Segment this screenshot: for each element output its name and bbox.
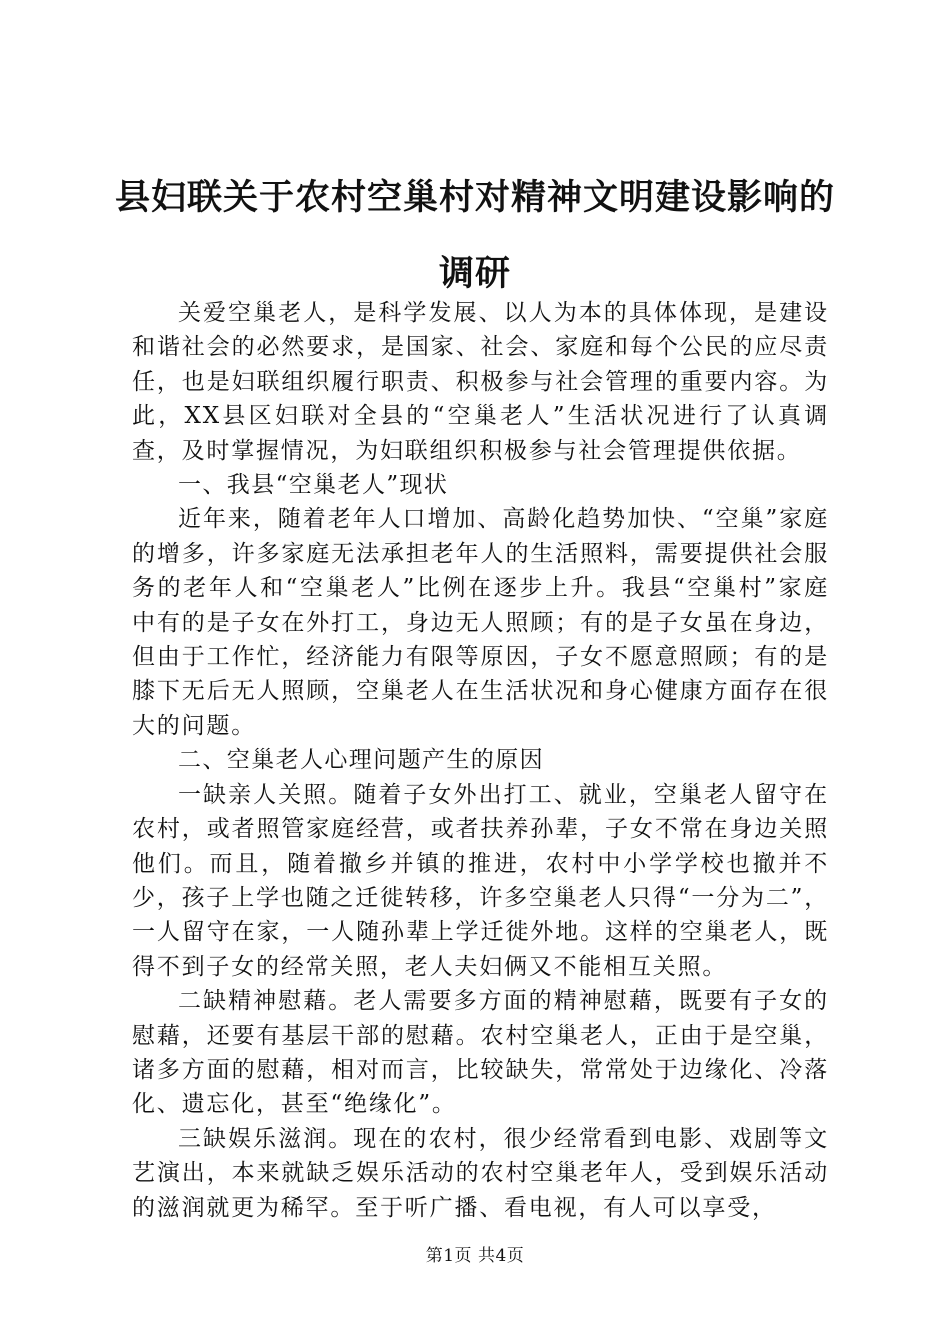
document-body <box>132 296 829 1225</box>
paragraph-reason-2: 二缺精神慰藉。老人需要多方面的精神慰藉，既要有子女的慰藉，还要有基层干部的慰藉。农村空巢老人，正由于是空巢，诸多方面的慰藉，相对而言，比较缺失，常常处于边缘化、冷落化、遗忘化，甚至“绝缘化”。 <box>132 988 829 1118</box>
paragraph-intro: 关爱空巢老人，是科学发展、以人为本的具体体现，是建设和谐社会的必然要求，是国家、社会、家庭和每个公民的应尽责任，也是妇联组织履行职责、积极参与社会管理的重要内容。为此，XX县区妇联对全县的“空巢老人”生活状况进行了认真调查，及时掌握情况，为妇联组织积极参与社会管理提供依据。 <box>132 300 829 464</box>
paragraph-status: 近年来，随着老年人口增加、高龄化趋势加快、“空巢”家庭的增多，许多家庭无法承担老年人的生活照料，需要提供社会服务的老年人和“空巢老人”比例在逐步上升。我县“空巢村”家庭中有的是子女在外打工，身边无人照顾；有的是子女虽在身边，但由于工作忙，经济能力有限等原因，子女不愿意照顾；有的是膝下无后无人照顾，空巢老人在生活状况和身心健康方面存在很大的问题。 <box>132 506 829 739</box>
document-title: 县妇联关于农村空巢村对精神文明建设影响的调研 <box>114 178 835 294</box>
section-heading-1: 一、我县“空巢老人”现状 <box>178 472 449 499</box>
section-heading-2: 二、空巢老人心理问题产生的原因 <box>178 747 544 774</box>
paragraph-reason-3: 三缺娱乐滋润。现在的农村，很少经常看到电影、戏剧等文艺演出，本来就缺乏娱乐活动的农村空巢老年人，受到娱乐活动的滋润就更为稀罕。至于听广播、看电视，有人可以享受， <box>132 1125 829 1221</box>
paragraph-reason-1: 一缺亲人关照。随着子女外出打工、就业，空巢老人留守在农村，或者照管家庭经营，或者扶养孙辈，子女不常在身边关照他们。而且，随着撤乡并镇的推进，农村中小学学校也撤并不少，孩子上学也随之迁徙转移，许多空巢老人只得“一分为二”，一人留守在家，一人随孙辈上学迁徙外地。这样的空巢老人，既得不到子女的经常关照，老人夫妇俩又不能相互关照。 <box>132 781 829 980</box>
page-footer: 第1页 共4页 <box>425 1246 525 1266</box>
